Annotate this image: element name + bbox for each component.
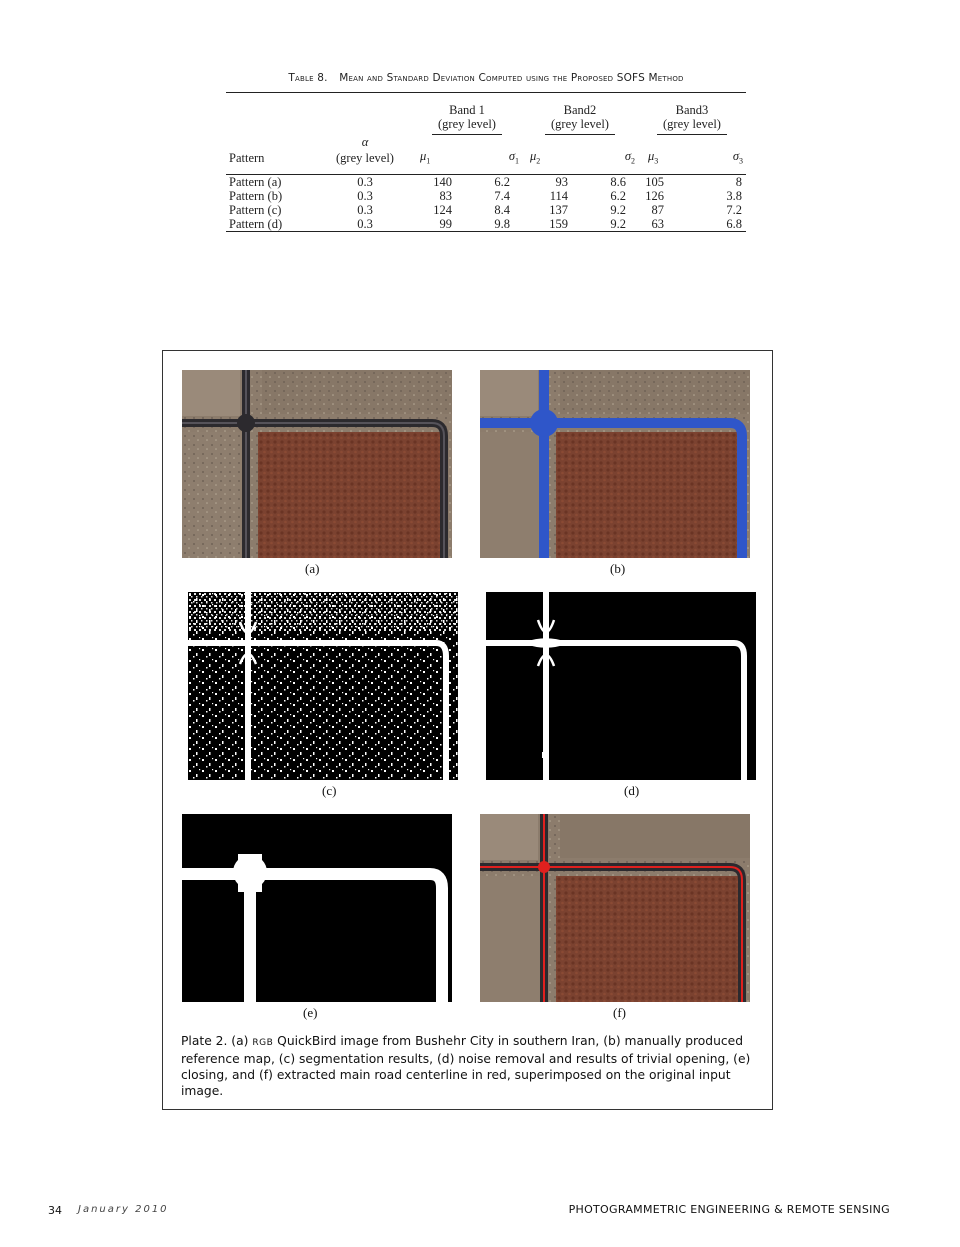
mu3-header: $\mu_3$: [648, 148, 659, 165]
issue-date: January 2010: [78, 1204, 169, 1215]
sigma3-cell: 8: [735, 175, 742, 189]
panel-d-label: (d): [624, 783, 640, 798]
mu3-cell: 105: [645, 175, 664, 189]
band1-unit: (grey level): [438, 116, 496, 131]
alpha-unit-header: (grey level): [336, 151, 394, 166]
sigma1-cell: 8.4: [494, 203, 510, 217]
table-row: [226, 189, 746, 203]
mu1-cell: 140: [433, 175, 452, 189]
panel-c-segmentation: [188, 592, 458, 798]
sigma1-header: $\sigma_1$: [508, 148, 519, 165]
mu2-cell: 137: [549, 203, 568, 217]
sigma1-cell: 6.2: [494, 175, 510, 189]
mu3-cell: 63: [651, 217, 664, 231]
plate-caption-rgb: RGB: [252, 1038, 274, 1048]
mu2-cell: 114: [549, 189, 568, 203]
panel-d-noise-removal: [486, 592, 756, 798]
band2-unit: (grey level): [551, 116, 609, 131]
pattern-cell: Pattern (c): [229, 203, 282, 217]
alpha-cell: 0.3: [357, 217, 373, 231]
sigma3-header: $\sigma_3$: [732, 148, 743, 165]
mu1-cell: 99: [439, 217, 452, 231]
alpha-cell: 0.3: [357, 175, 373, 189]
plate-caption-part2: QuickBird image from Bushehr City in southern Iran, (b) manually produced reference map, (c) segmentation results, (d) noise removal and results of trivial opening, (e) closing, and (f) extracted main road centerline in red, superimposed on the original input image.: [181, 1034, 751, 1098]
sigma1-cell: 7.4: [494, 189, 510, 203]
alpha-cell: 0.3: [357, 203, 373, 217]
mu1-cell: 83: [439, 189, 452, 203]
panel-a-label: (a): [305, 561, 320, 576]
mu2-cell: 93: [555, 175, 568, 189]
band2-header: [522, 103, 638, 135]
plate-caption: [181, 1033, 757, 1099]
page-number: 34: [48, 1204, 62, 1217]
alpha-symbol-row: [226, 135, 746, 149]
journal-name: PHOTOGRAMMETRIC ENGINEERING & REMOTE SENSING: [568, 1203, 890, 1216]
alpha-cell: 0.3: [357, 189, 373, 203]
sigma3-cell: 3.8: [726, 189, 742, 203]
mu3-cell: 126: [645, 189, 664, 203]
sigma1-cell: 9.8: [494, 217, 510, 231]
panel-e-closing: [182, 814, 452, 1020]
band2-name: Band2: [563, 102, 597, 117]
panel-a-original-image: [182, 370, 452, 576]
sigma3-cell: 6.8: [726, 217, 742, 231]
plate-2: [162, 350, 773, 1110]
alpha-symbol: α: [361, 134, 369, 149]
table-body: [226, 175, 746, 232]
mu2-header: $\mu_2$: [530, 148, 541, 165]
panel-c-label: (c): [322, 783, 337, 798]
sigma2-cell: 8.6: [610, 175, 626, 189]
panel-b-label: (b): [610, 561, 626, 576]
panel-b-reference-map: [480, 370, 750, 576]
band-header-row: [226, 103, 746, 135]
table-caption-number: Table 8.: [288, 72, 328, 84]
sigma2-cell: 9.2: [610, 217, 626, 231]
column-header-row: [226, 149, 746, 169]
sigma3-cell: 7.2: [726, 203, 742, 217]
statistics-table: [226, 92, 746, 232]
pattern-cell: Pattern (d): [229, 217, 283, 231]
pattern-cell: Pattern (a): [229, 175, 282, 189]
band3-name: Band3: [675, 102, 709, 117]
sigma2-cell: 6.2: [610, 189, 626, 203]
plate-caption-part1: Plate 2. (a): [181, 1034, 253, 1048]
mu1-cell: 124: [433, 203, 452, 217]
mu2-cell: 159: [549, 217, 568, 231]
band1-name: Band 1: [449, 102, 485, 117]
table-8: [226, 72, 746, 232]
table-caption: [226, 72, 746, 84]
sigma2-header: $\sigma_2$: [624, 148, 635, 165]
table-row: [226, 217, 746, 232]
panel-f-centerline-overlay: [480, 814, 750, 1020]
mu3-cell: 87: [651, 203, 664, 217]
table-row: [226, 175, 746, 190]
pattern-column-header: Pattern: [229, 151, 265, 166]
band1-header: [412, 103, 522, 135]
table-caption-title: Mean and Standard Deviation Computed using the Proposed SOFS Method: [339, 72, 684, 84]
band-header-row: [226, 93, 746, 103]
panel-e-label: (e): [303, 1005, 318, 1020]
pattern-cell: Pattern (b): [229, 189, 283, 203]
band3-header: [638, 103, 746, 135]
sigma2-cell: 9.2: [610, 203, 626, 217]
table-row: [226, 203, 746, 217]
band3-unit: (grey level): [663, 116, 721, 131]
panel-f-label: (f): [613, 1005, 626, 1020]
mu1-header: $\mu_1$: [420, 148, 431, 165]
